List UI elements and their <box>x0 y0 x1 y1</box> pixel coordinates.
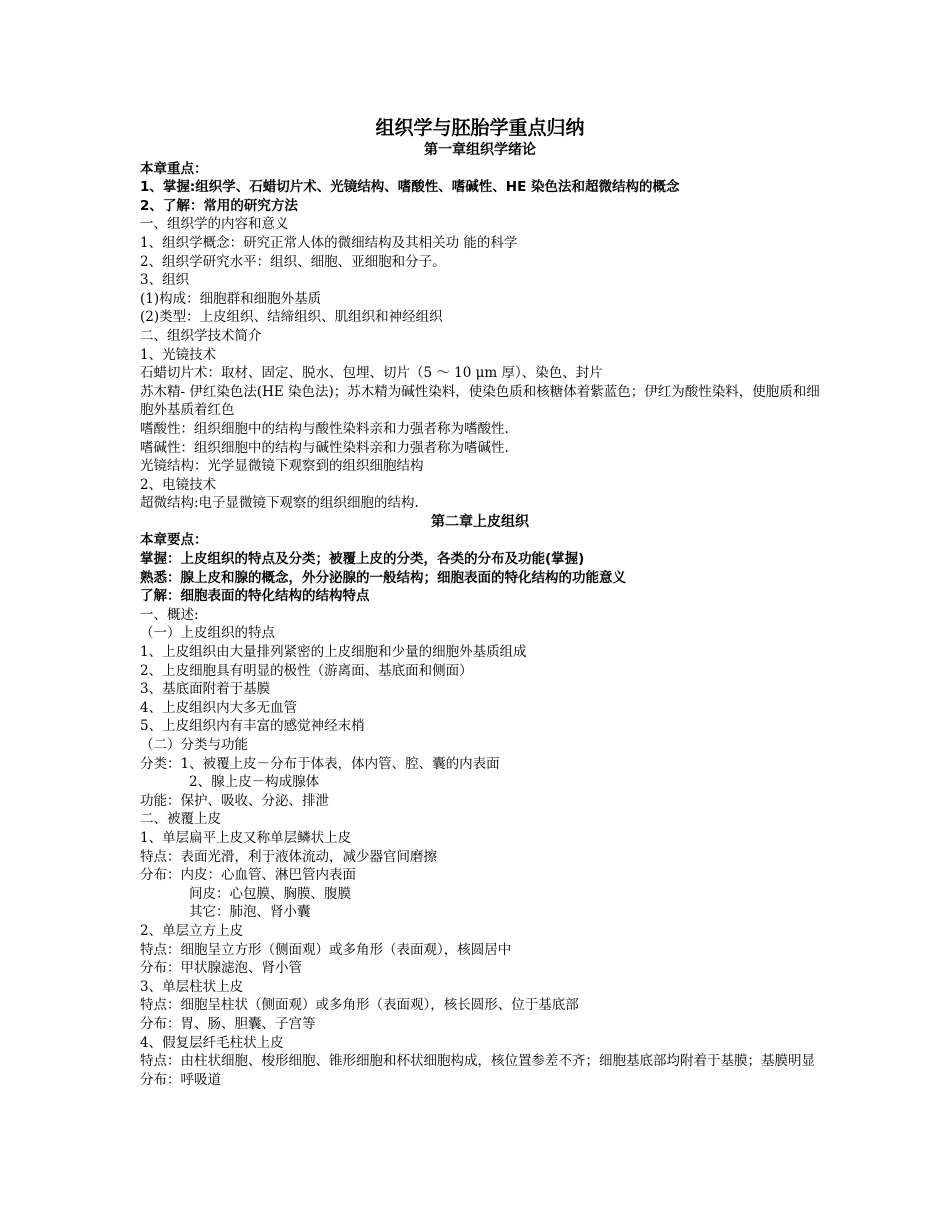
chapter2-key-label: 本章要点： <box>140 532 208 549</box>
text-line: 特点：表面光滑，利于液体流动，减少器官间磨擦 <box>140 848 437 865</box>
text-line: 光镜结构：光学显微镜下观察到的组织细胞结构 <box>140 458 424 475</box>
text-line: 2、上皮细胞具有明显的极性（游离面、基底面和侧面） <box>140 662 473 679</box>
text-line: 分布：内皮：心血管、淋巴管内表面 <box>140 867 356 884</box>
text-line: 特点：细胞呈柱状（侧面观）或多角形（表面观），核长圆形、位于基底部 <box>140 997 579 1014</box>
document-page <box>140 115 820 1089</box>
text-line: 1、上皮组织由大量排列紧密的上皮细胞和少量的细胞外基质组成 <box>140 644 527 661</box>
text-line: 2、组织学研究水平：组织、细胞、亚细胞和分子。 <box>140 253 446 270</box>
text-line: 功能：保护、吸收、分泌、排泄 <box>140 792 329 809</box>
text-line: 嗜碱性：组织细胞中的结构与碱性染料亲和力强者称为嗜碱性. <box>140 439 509 456</box>
text-line: 分布：甲状腺滤泡、肾小管 <box>140 960 302 977</box>
chapter1-key2: 2、了解：常用的研究方法 <box>140 197 298 214</box>
text-line: 5、上皮组织内有丰富的感觉神经末梢 <box>140 718 365 735</box>
chapter2-key-understand: 了解：细胞表面的特化结构的结构特点 <box>140 588 370 605</box>
text-line: 1、光镜技术 <box>140 346 217 363</box>
text-line: 二、组织学技术简介 <box>140 327 262 344</box>
text-line: 特点：细胞呈立方形（侧面观）或多角形（表面观），核圆居中 <box>140 941 512 958</box>
chapter2-key-master: 掌握：上皮组织的特点及分类；被覆上皮的分类，各类的分布及功能(掌握) <box>140 551 585 568</box>
document-title: 组织学与胚胎学重点归纳 <box>375 117 585 139</box>
text-line: 石蜡切片术：取材、固定、脱水、包埋、切片（5 ～ 10 μm 厚）、染色、封片 <box>140 365 603 382</box>
text-line: 1、单层扁平上皮又称单层鳞状上皮 <box>140 829 352 846</box>
chapter2-heading: 第二章上皮组织 <box>431 513 529 530</box>
chapter2-key-familiar: 熟悉：腺上皮和腺的概念，外分泌腺的一般结构；细胞表面的特化结构的功能意义 <box>140 569 626 586</box>
text-line: 一、概述: <box>140 606 199 623</box>
text-line: (1)构成：细胞群和细胞外基质 <box>140 290 322 307</box>
text-line: 3、基底面附着于基膜 <box>140 681 271 698</box>
text-line: 3、组织 <box>140 272 190 289</box>
text-line: 3、单层柱状上皮 <box>140 978 244 995</box>
text-line: 二、被覆上皮 <box>140 811 221 828</box>
text-line: (2)类型：上皮组织、结缔组织、肌组织和神经组织 <box>140 309 443 326</box>
text-line: 一、组织学的内容和意义 <box>140 216 289 233</box>
he-stain-paragraph: 苏木精- 伊红染色法(HE 染色法)；苏木精为碱性染料，使染色质和核糖体着紫蓝色；伊红为酸性染料，使胞质和细胞外基质着红色 <box>140 383 820 419</box>
text-line: （一）上皮组织的特点 <box>140 625 275 642</box>
text-line: （二）分类与功能 <box>140 737 248 753</box>
text-line: 4、上皮组织内大多无血管 <box>140 699 298 716</box>
text-line: 2、单层立方上皮 <box>140 922 244 939</box>
chapter1-key-label: 本章重点： <box>140 160 208 177</box>
other-line: 其它：肺泡、肾小囊 <box>189 904 311 921</box>
mesothelium-line: 间皮：心包膜、胸膜、腹膜 <box>189 885 351 902</box>
text-line: 1、组织学概念：研究正常人体的微细结构及其相关功 能的科学 <box>140 234 518 251</box>
text-line: 分布：胃、肠、胆囊、子宫等 <box>140 1015 316 1032</box>
pseudo-feature-paragraph: 特点：由柱状细胞、梭形细胞、锥形细胞和杯状细胞构成，核位置参差不齐；细胞基底部均附着于基膜；基膜明显 <box>140 1053 815 1070</box>
text-line: 分类：1、被覆上皮－分布于体表，体内管、腔、囊的内表面 <box>140 755 500 772</box>
text-line: 嗜酸性：组织细胞中的结构与酸性染料亲和力强者称为嗜酸性. <box>140 420 509 437</box>
text-line: 2、电镜技术 <box>140 476 217 493</box>
text-line: 分布：呼吸道 <box>140 1071 221 1088</box>
text-line: 4、假复层纤毛柱状上皮 <box>140 1034 284 1051</box>
chapter1-heading: 第一章组织学绪论 <box>424 142 536 158</box>
chapter1-key1: 1、掌握:组织学、石蜡切片术、光镜结构、嗜酸性、嗜碱性、HE 染色法和超微结构的概念 <box>140 179 680 196</box>
text-line: 超微结构:电子显微镜下观察的组织细胞的结构. <box>140 495 419 512</box>
class-gland-line: 2、腺上皮－构成腺体 <box>189 774 320 791</box>
